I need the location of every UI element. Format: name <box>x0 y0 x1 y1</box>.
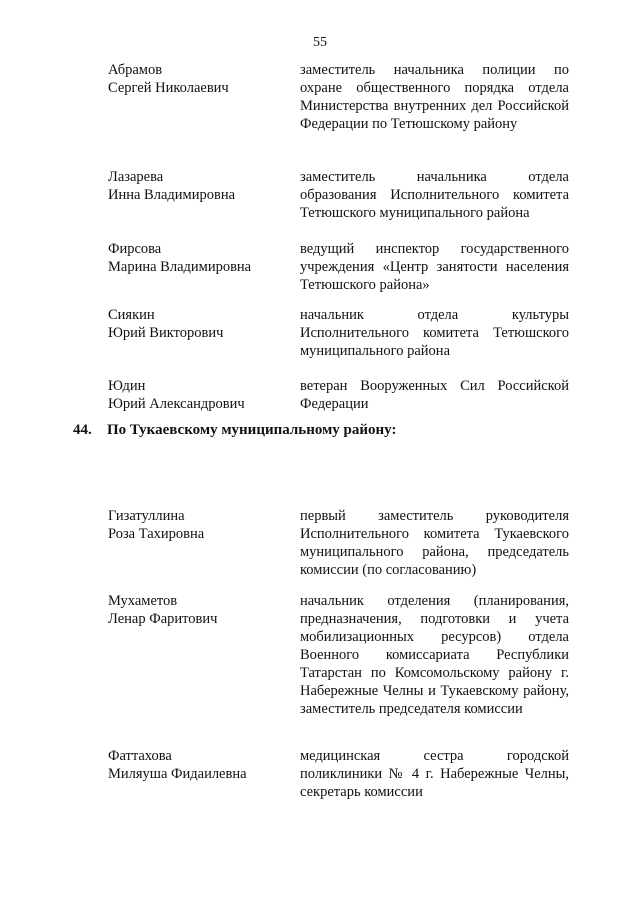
member-surname: Абрамов <box>108 62 163 78</box>
member-position: начальник отдела культуры Исполнительного комитета Тетюшского муниципального района <box>300 307 569 359</box>
section-title: По Тукаевскому муниципальному району: <box>107 422 397 438</box>
member-entry <box>0 168 640 240</box>
member-given-names: Марина Владимировна <box>108 259 252 275</box>
member-given-names: Сергей Николаевич <box>108 80 229 96</box>
member-position: начальник отделения (планирования, предназначения, подготовки и учета мобилизационных ресурсов) отдела Военного комиссариата Республики Татарстан по Комсомольскому району г. Набережные Челны и Тукаевскому району, заместитель председателя комиссии <box>300 593 569 717</box>
member-position: заместитель начальника отдела образования Исполнительного комитета Тетюшского муниципального района <box>300 169 569 221</box>
member-name <box>108 377 288 413</box>
member-surname: Сиякин <box>108 307 155 323</box>
section-heading <box>73 422 396 439</box>
member-entry <box>0 747 640 807</box>
member-given-names: Инна Владимировна <box>108 187 236 203</box>
member-given-names: Ленар Фаритович <box>108 611 218 627</box>
member-name <box>108 240 288 276</box>
member-entry <box>0 61 640 168</box>
member-name <box>108 168 288 204</box>
member-name <box>108 747 288 783</box>
member-position: медицинская сестра городской поликлиники № 4 г. Набережные Челны, секретарь комиссии <box>300 748 569 800</box>
member-given-names: Миляуша Фидаилевна <box>108 766 247 782</box>
member-name <box>108 592 288 628</box>
member-given-names: Юрий Александрович <box>108 396 245 412</box>
member-position: ведущий инспектор государственного учреждения «Центр занятости населения Тетюшского района» <box>300 241 569 293</box>
member-position: первый заместитель руководителя Исполнительного комитета Тукаевского муниципального района, председатель комиссии (по согласованию) <box>300 508 569 578</box>
member-given-names: Юрий Викторович <box>108 325 224 341</box>
section-number: 44. <box>73 422 92 438</box>
member-position: ветеран Вооруженных Сил Российской Федерации <box>300 378 569 412</box>
member-surname: Юдин <box>108 378 146 394</box>
member-position: заместитель начальника полиции по охране общественного порядка отдела Министерства внутренних дел Российской Федерации по Тетюшскому району <box>300 62 569 132</box>
member-name <box>108 507 288 543</box>
member-entry <box>0 240 640 306</box>
member-entry <box>0 592 640 747</box>
member-entry <box>0 507 640 592</box>
member-name <box>108 61 288 97</box>
member-surname: Фаттахова <box>108 748 172 764</box>
page-number: 55 <box>313 35 327 50</box>
member-entry <box>0 306 640 377</box>
member-surname: Фирсова <box>108 241 162 257</box>
member-name <box>108 306 288 342</box>
member-surname: Гизатуллина <box>108 508 185 524</box>
member-surname: Мухаметов <box>108 593 178 609</box>
member-surname: Лазарева <box>108 169 164 185</box>
member-entry <box>0 377 640 507</box>
member-given-names: Роза Тахировна <box>108 526 205 542</box>
